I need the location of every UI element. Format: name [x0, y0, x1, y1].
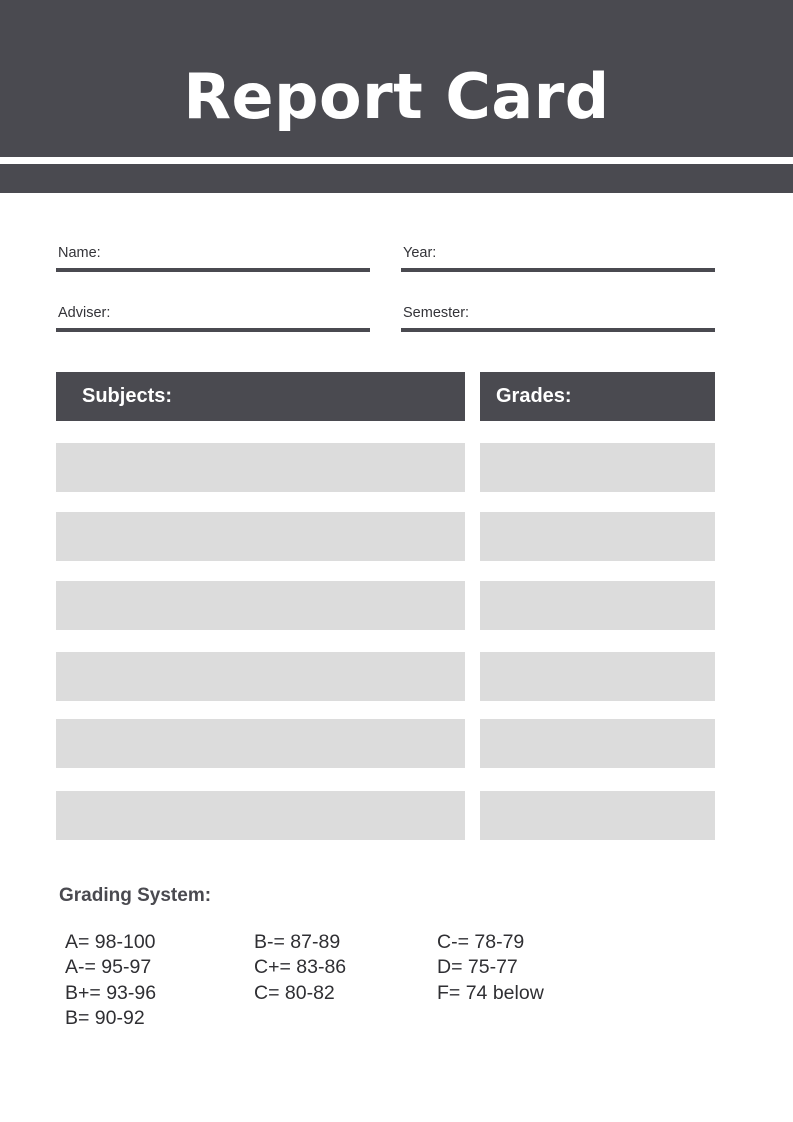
subject-cell-5[interactable]	[56, 719, 465, 768]
name-label: Name:	[58, 245, 101, 261]
grade-cell-5[interactable]	[480, 719, 715, 768]
year-field[interactable]	[401, 240, 715, 272]
grading-column-1	[65, 930, 156, 1031]
semester-field[interactable]	[401, 300, 715, 332]
grading-system-title: Grading System:	[59, 885, 212, 906]
grade-scale-item: B+= 93-96	[65, 981, 157, 1004]
adviser-field[interactable]	[56, 300, 370, 332]
grade-scale-item: B= 90-92	[65, 1006, 145, 1029]
semester-label: Semester:	[403, 305, 470, 321]
subject-cell-6[interactable]	[56, 791, 465, 840]
grade-cell-4[interactable]	[480, 652, 715, 701]
grade-cell-2[interactable]	[480, 512, 715, 561]
grade-scale-item: C-= 78-79	[437, 931, 525, 953]
adviser-label: Adviser:	[58, 305, 111, 321]
subject-cell-1[interactable]	[56, 443, 465, 492]
grade-scale-item: A-= 95-97	[65, 956, 152, 979]
subject-cell-3[interactable]	[56, 581, 465, 630]
subject-cell-4[interactable]	[56, 652, 465, 701]
name-field[interactable]	[56, 240, 370, 272]
grade-scale-item: C= 80-82	[254, 981, 335, 1004]
subjects-header: Subjects:	[56, 372, 465, 421]
grades-header: Grades:	[480, 372, 715, 421]
grade-scale-item: D= 75-77	[437, 956, 518, 979]
grade-cell-3[interactable]	[480, 581, 715, 630]
grade-scale-item: C+= 83-86	[254, 956, 347, 979]
header-stripe	[0, 164, 793, 193]
grade-scale-item: F= 74 below	[437, 981, 544, 1004]
grading-column-3	[437, 930, 544, 1006]
grade-cell-1[interactable]	[480, 443, 715, 492]
subject-cell-2[interactable]	[56, 512, 465, 561]
grade-cell-6[interactable]	[480, 791, 715, 840]
year-label: Year:	[403, 245, 437, 261]
page-title: Report Card	[183, 60, 610, 133]
grading-column-2	[254, 930, 346, 1006]
grade-scale-item: A= 98-100	[65, 931, 156, 953]
grade-scale-item: B-= 87-89	[254, 931, 341, 953]
